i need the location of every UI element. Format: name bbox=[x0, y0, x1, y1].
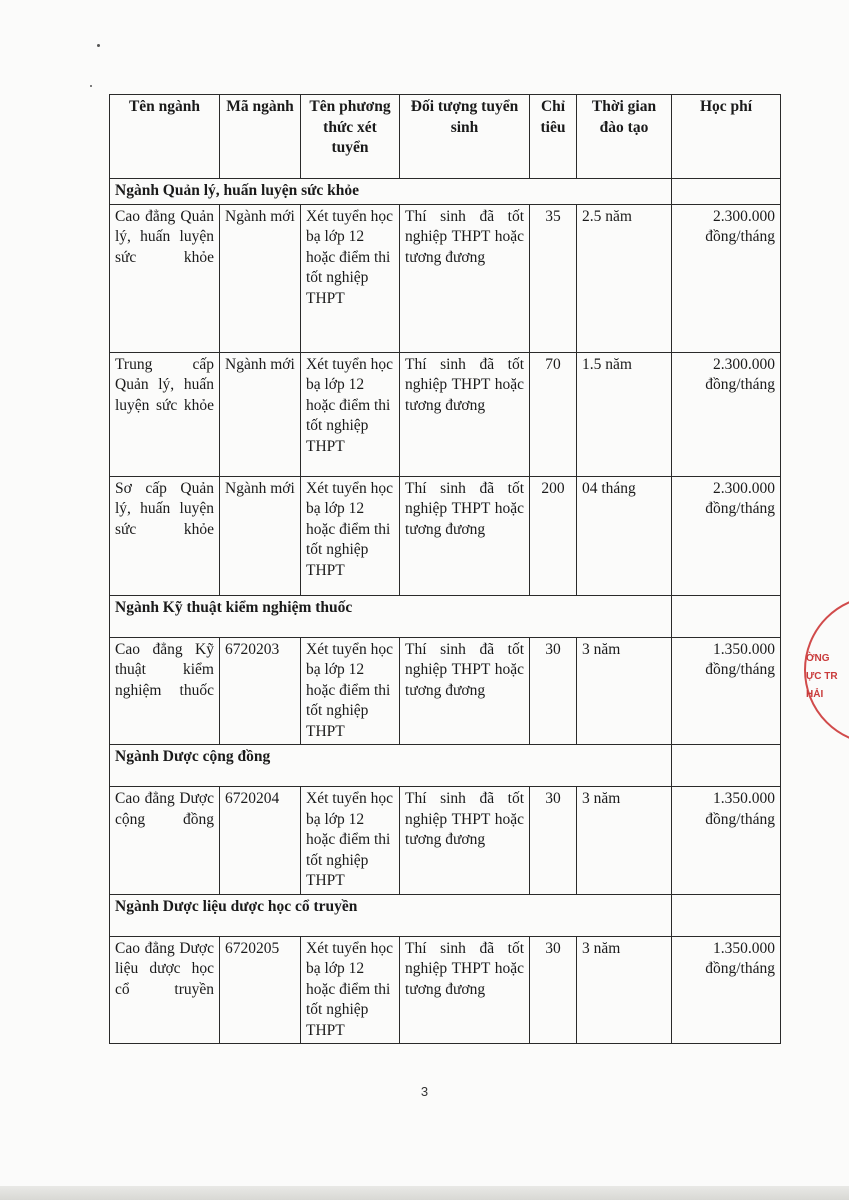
cell-target-group: Thí sinh đã tốt nghiệp THPT hoặc tương đương bbox=[400, 204, 530, 352]
cell-duration: 3 năm bbox=[577, 787, 672, 895]
scan-bottom-edge bbox=[0, 1186, 849, 1200]
cell-tuition-fee: 1.350.000 đồng/tháng bbox=[672, 936, 781, 1044]
header-fee: Học phí bbox=[672, 95, 781, 179]
cell-target-group: Thí sinh đã tốt nghiệp THPT hoặc tương đương bbox=[400, 637, 530, 745]
cell-program-code: 6720205 bbox=[220, 936, 301, 1044]
section-fee-cell bbox=[672, 894, 781, 936]
header-quota: Chỉ tiêu bbox=[530, 95, 577, 179]
red-seal-stamp bbox=[800, 595, 849, 745]
cell-target-group: Thí sinh đã tốt nghiệp THPT hoặc tương đương bbox=[400, 936, 530, 1044]
cell-tuition-fee: 2.300.000 đồng/tháng bbox=[672, 352, 781, 476]
scan-speck bbox=[90, 85, 92, 87]
cell-duration: 04 tháng bbox=[577, 476, 672, 595]
section-fee-cell bbox=[672, 595, 781, 637]
cell-program-name: Cao đẳng Dược cộng đồng bbox=[110, 787, 220, 895]
table-row bbox=[110, 936, 781, 1044]
cell-duration: 2.5 năm bbox=[577, 204, 672, 352]
cell-program-name: Sơ cấp Quản lý, huấn luyện sức khỏe bbox=[110, 476, 220, 595]
header-code: Mã ngành bbox=[220, 95, 301, 179]
header-duration: Thời gian đào tạo bbox=[577, 95, 672, 179]
cell-duration: 3 năm bbox=[577, 936, 672, 1044]
cell-target-group: Thí sinh đã tốt nghiệp THPT hoặc tương đương bbox=[400, 787, 530, 895]
section-title: Ngành Dược liệu dược học cổ truyền bbox=[110, 894, 672, 936]
seal-text-line: ỰC TR bbox=[806, 671, 838, 682]
section-title: Ngành Kỹ thuật kiểm nghiệm thuốc bbox=[110, 595, 672, 637]
table-row bbox=[110, 352, 781, 476]
cell-admission-method: Xét tuyển học bạ lớp 12 hoặc điểm thi tốt nghiệp THPT bbox=[301, 352, 400, 476]
table-row bbox=[110, 204, 781, 352]
seal-text-line: HẢI bbox=[806, 689, 824, 700]
admissions-table bbox=[109, 94, 781, 1044]
header-name: Tên ngành bbox=[110, 95, 220, 179]
header-target: Đối tượng tuyển sinh bbox=[400, 95, 530, 179]
cell-tuition-fee: 1.350.000 đồng/tháng bbox=[672, 637, 781, 745]
cell-quota: 200 bbox=[530, 476, 577, 595]
section-title: Ngành Dược cộng đồng bbox=[110, 745, 672, 787]
cell-duration: 3 năm bbox=[577, 637, 672, 745]
cell-program-code: 6720203 bbox=[220, 637, 301, 745]
section-row bbox=[110, 595, 781, 637]
section-fee-cell bbox=[672, 179, 781, 205]
cell-admission-method: Xét tuyển học bạ lớp 12 hoặc điểm thi tốt nghiệp THPT bbox=[301, 936, 400, 1044]
section-title: Ngành Quản lý, huấn luyện sức khỏe bbox=[110, 179, 672, 205]
cell-program-code: Ngành mới bbox=[220, 476, 301, 595]
cell-duration: 1.5 năm bbox=[577, 352, 672, 476]
section-row bbox=[110, 179, 781, 205]
section-row bbox=[110, 894, 781, 936]
section-row bbox=[110, 745, 781, 787]
cell-quota: 30 bbox=[530, 787, 577, 895]
cell-target-group: Thí sinh đã tốt nghiệp THPT hoặc tương đương bbox=[400, 476, 530, 595]
seal-text-line: ỜNG bbox=[806, 653, 830, 664]
cell-quota: 70 bbox=[530, 352, 577, 476]
cell-admission-method: Xét tuyển học bạ lớp 12 hoặc điểm thi tốt nghiệp THPT bbox=[301, 637, 400, 745]
cell-program-code: 6720204 bbox=[220, 787, 301, 895]
cell-target-group: Thí sinh đã tốt nghiệp THPT hoặc tương đương bbox=[400, 352, 530, 476]
cell-program-name: Cao đẳng Quản lý, huấn luyện sức khỏe bbox=[110, 204, 220, 352]
table-row bbox=[110, 637, 781, 745]
table-body bbox=[110, 179, 781, 1044]
cell-program-code: Ngành mới bbox=[220, 204, 301, 352]
table-row bbox=[110, 476, 781, 595]
cell-program-name: Cao đẳng Dược liệu dược học cổ truyền bbox=[110, 936, 220, 1044]
header-row bbox=[110, 95, 781, 179]
page-number: 3 bbox=[420, 1084, 429, 1099]
cell-tuition-fee: 1.350.000 đồng/tháng bbox=[672, 787, 781, 895]
cell-quota: 30 bbox=[530, 637, 577, 745]
cell-program-name: Cao đẳng Kỹ thuật kiểm nghiệm thuốc bbox=[110, 637, 220, 745]
cell-quota: 30 bbox=[530, 936, 577, 1044]
cell-admission-method: Xét tuyển học bạ lớp 12 hoặc điểm thi tốt nghiệp THPT bbox=[301, 204, 400, 352]
cell-program-name: Trung cấp Quản lý, huấn luyện sức khỏe bbox=[110, 352, 220, 476]
cell-program-code: Ngành mới bbox=[220, 352, 301, 476]
scan-speck bbox=[97, 44, 100, 47]
cell-tuition-fee: 2.300.000 đồng/tháng bbox=[672, 476, 781, 595]
section-fee-cell bbox=[672, 745, 781, 787]
cell-tuition-fee: 2.300.000 đồng/tháng bbox=[672, 204, 781, 352]
header-method: Tên phương thức xét tuyển bbox=[301, 95, 400, 179]
seal-ring bbox=[804, 595, 849, 745]
cell-admission-method: Xét tuyển học bạ lớp 12 hoặc điểm thi tốt nghiệp THPT bbox=[301, 476, 400, 595]
table-row bbox=[110, 787, 781, 895]
cell-admission-method: Xét tuyển học bạ lớp 12 hoặc điểm thi tốt nghiệp THPT bbox=[301, 787, 400, 895]
cell-quota: 35 bbox=[530, 204, 577, 352]
